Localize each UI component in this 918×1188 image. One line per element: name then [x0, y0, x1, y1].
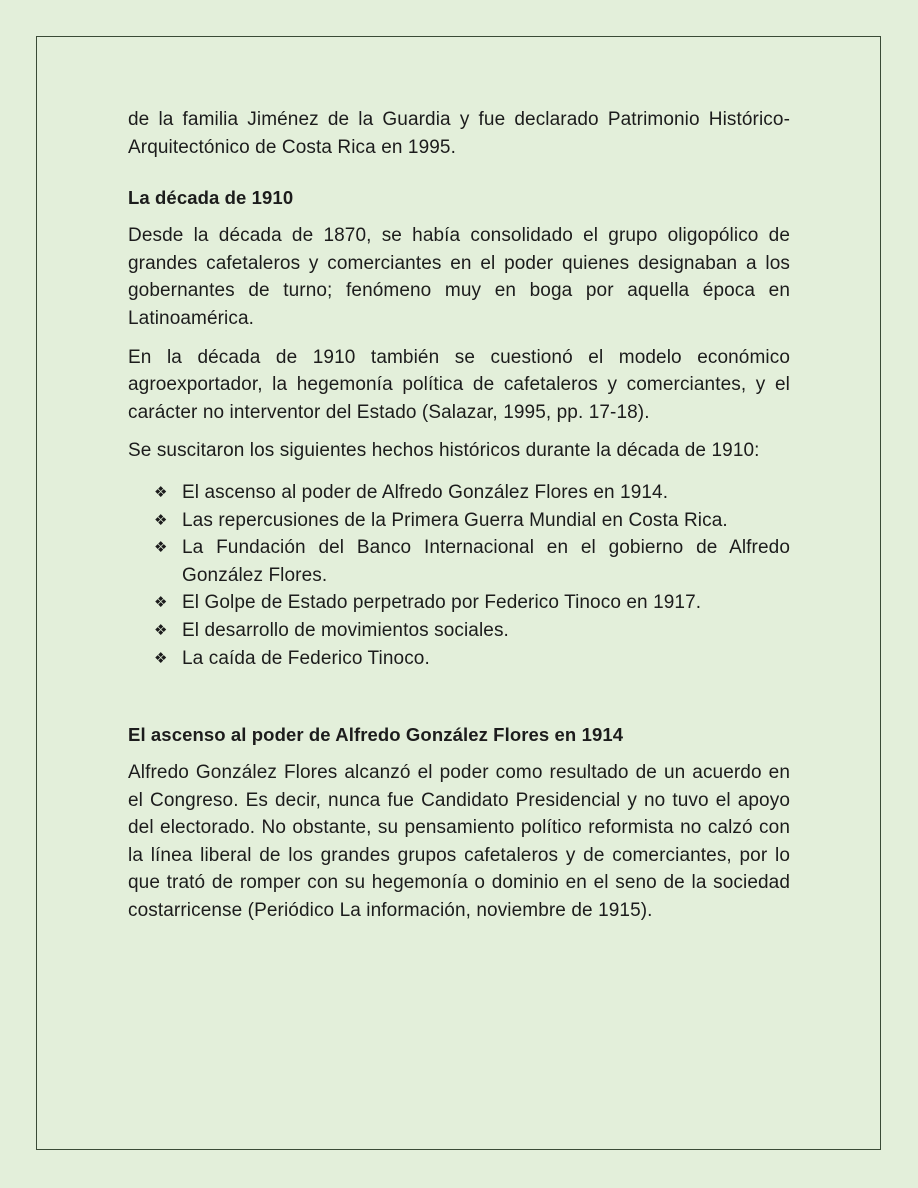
list-item-text: La caída de Federico Tinoco.	[182, 647, 430, 669]
diamond-bullet-icon: ❖	[154, 593, 168, 612]
list-item	[154, 479, 790, 507]
section-heading-gonzalez-flores: El ascenso al poder de Alfredo González Flores en 1914	[128, 724, 624, 746]
diamond-bullet-icon: ❖	[154, 648, 168, 667]
list-item	[154, 645, 790, 673]
list-item	[154, 589, 790, 617]
diamond-bullet-icon: ❖	[154, 482, 168, 501]
paragraph: Se suscitaron los siguientes hechos históricos durante la década de 1910:	[128, 440, 760, 462]
diamond-bullet-icon: ❖	[154, 538, 168, 557]
intro-paragraph: de la familia Jiménez de la Guardia y fue declarado Patrimonio Histórico-Arquitectónico de Costa Rica en 1995.	[128, 109, 790, 158]
list-item	[154, 534, 790, 589]
paragraph: En la década de 1910 también se cuestionó el modelo económico agroexportador, la hegemonía política de cafetaleros y comerciantes, y el carácter no interventor del Estado (Salazar, 1995, pp. 17-18).	[128, 346, 790, 423]
list-item	[154, 507, 790, 535]
list-item-text: La Fundación del Banco Internacional en el gobierno de Alfredo González Flores.	[182, 537, 790, 586]
paragraph: Desde la década de 1870, se había consolidado el grupo oligopólico de grandes cafetaleros y comerciantes en el poder quienes designaban a los gobernantes de turno; fenómeno muy en boga por aquella época en Latinoamérica.	[128, 225, 790, 329]
list-item-text: El desarrollo de movimientos sociales.	[182, 619, 509, 641]
list-item	[154, 617, 790, 645]
list-item-text: El ascenso al poder de Alfredo González Flores en 1914.	[182, 481, 669, 503]
section-heading-1910: La década de 1910	[128, 187, 294, 209]
diamond-bullet-icon: ❖	[154, 510, 168, 529]
paragraph: Alfredo González Flores alcanzó el poder como resultado de un acuerdo en el Congreso. Es decir, nunca fue Candidato Presidencial y no tuvo el apoyo del electorado. No obstante, su pensamiento político reformista no calzó con la línea liberal de los grandes grupos cafetaleros y de comerciantes, por lo que trató de romper con su hegemonía o dominio en el seno de la sociedad costarricense (Periódico La información, noviembre de 1915).	[128, 762, 790, 922]
events-list	[128, 479, 790, 672]
diamond-bullet-icon: ❖	[154, 620, 168, 639]
list-item-text: El Golpe de Estado perpetrado por Federico Tinoco en 1917.	[182, 592, 702, 614]
list-item-text: Las repercusiones de la Primera Guerra Mundial en Costa Rica.	[182, 509, 728, 531]
document-content	[128, 106, 790, 936]
